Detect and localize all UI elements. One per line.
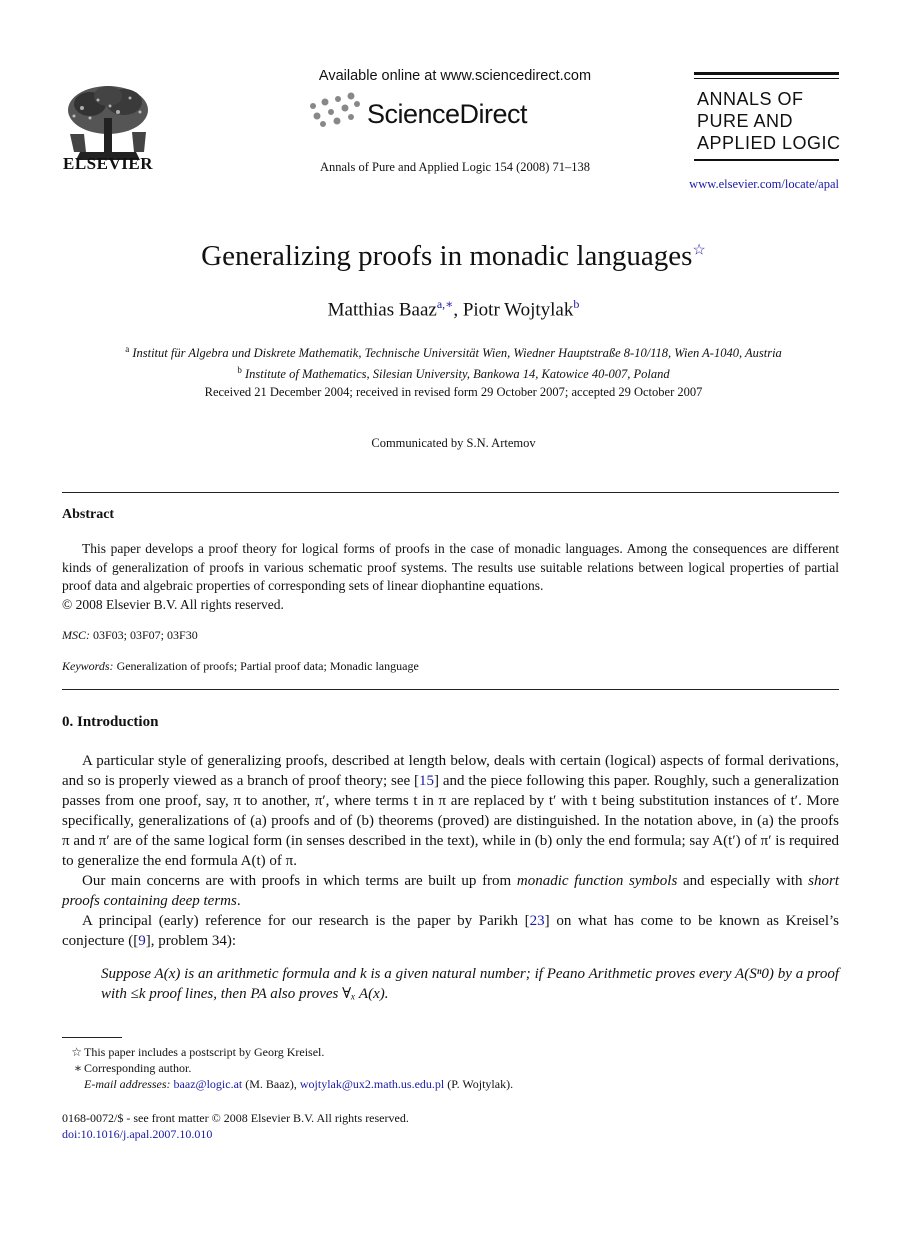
journal-reference: Annals of Pure and Applied Logic 154 (2008) 71–138 [319,160,591,174]
paragraph: Our main concerns are with proofs in which terms are built up from monadic function symbols and especially with short proofs containing deep terms. [62,873,840,909]
sciencedirect-wordmark: ScienceDirect [367,99,528,129]
footnotes [62,1044,839,1092]
affiliations [0,341,907,383]
author-name: Piotr Wojtylak [462,299,574,321]
kreisel-conjecture-quote: Suppose A(x) is an arithmetic formula and k is a given natural number; if Peano Arithmetic proves every A(Sⁿ0) by a proof with ≤k proof lines, then PA also proves ∀ₓ A(x). [101,966,839,1002]
paper-title [0,240,907,273]
publisher-name: ELSEVIER [63,154,153,173]
msc-value: 03F03; 03F07; 03F30 [93,628,198,642]
affiliation-text: Institut für Algebra und Diskrete Mathematik, Technische Universität Wien, Wiedner Hauptstraße 8-10/118, Wien A-1040, Austria [132,346,782,361]
msc-label: MSC: [62,628,90,642]
issn-line: 0168-0072/$ - see front matter © 2008 Elsevier B.V. All rights reserved. [62,1111,409,1125]
title-footnote-mark[interactable]: ☆ [692,242,706,259]
keywords [62,659,419,674]
paragraph: A principal (early) reference for our research is the paper by Parikh [23] on what has come to be known as Kreisel’s conjecture ([9], problem 34): [62,913,839,949]
available-online-text: Available online at www.sciencedirect.com [318,68,592,84]
author-name: Matthias Baaz [327,299,437,321]
author-affiliation-mark[interactable]: b [573,297,580,311]
affiliation [0,362,907,383]
author-separator: , [453,299,463,321]
author-list [0,297,907,321]
journal-title-line: APPLIED LOGIC [697,133,841,153]
email-link[interactable]: baaz@logic.at [173,1077,243,1091]
journal-title-line: ANNALS OF [697,89,804,109]
divider [62,689,839,690]
journal-title-rule [694,72,839,75]
journal-title-rule [694,78,839,79]
communicated-by: Communicated by S.N. Artemov [371,436,536,450]
affiliation-text: Institute of Mathematics, Silesian University, Bankowa 14, Katowice 40-007, Poland [245,367,670,382]
front-matter [62,1110,409,1142]
footnote: ∗ Corresponding author. [73,1061,192,1075]
abstract-copyright: © 2008 Elsevier B.V. All rights reserved. [62,596,284,612]
footnote-rule [62,1037,122,1038]
affiliation [0,341,907,362]
received-dates: Received 21 December 2004; received in revised form 29 October 2007; accepted 29 October 2007 [204,385,703,399]
footnote: ☆ This paper includes a postscript by Georg Kreisel. [71,1045,325,1059]
abstract-body [62,540,839,614]
paper-title-text: Generalizing proofs in monadic languages [201,240,693,272]
msc-codes [62,628,198,643]
footnote-emails: E-mail addresses: baaz@logic.at (M. Baaz), wojtylak@ux2.math.us.edu.pl (P. Wojtylak). [84,1077,514,1091]
journal-url-link[interactable]: www.elsevier.com/locate/apal [689,177,839,191]
author-affiliation-mark[interactable]: a,∗ [436,297,454,311]
affiliation-mark: a [125,344,130,354]
divider [62,492,839,493]
keywords-label: Keywords: [62,659,114,673]
keywords-value: Generalization of proofs; Partial proof data; Monadic language [116,659,419,673]
abstract-text: This paper develops a proof theory for logical forms of proofs in the case of monadic languages. Among the consequences are different kinds of generalization of proofs in various schematic proof systems. The results use suitable relations between logical properties of partial proof data and algebraic properties of corresponding sets of linear diophantine equations. [62,541,839,593]
journal-title-rule [694,159,839,161]
journal-title-line: PURE AND [697,111,794,131]
section-heading: 0. Introduction [62,714,159,730]
paragraph: A particular style of generalizing proofs, described at length below, deals with certain (logical) aspects of formal derivations, and so is properly viewed as a branch of proof theory; see [15] and the piece following this paper. Roughly, such a generalization passes from one proof, say, π to another, π′, where terms t in π are replaced by t′ with t being substitution instances of t′. More specifically, generalizations of (a) proofs and of (b) theorems (proved) are distinguished. In the notation above, in (a) the proofs π and π′ are of the same logical form (in senses described in the text), while in (b) only the end formula; say A(t′) of π′ is required to generalize the end formula A(t) of π. [62,753,839,869]
abstract-heading: Abstract [62,507,115,522]
citation-link[interactable]: 15 [419,773,435,789]
intro-body [62,751,839,951]
citation-link[interactable]: 9 [138,933,146,949]
citation-link[interactable]: 23 [529,913,545,929]
journal-title [697,88,847,154]
affiliation-mark: b [237,365,242,376]
email-link[interactable]: wojtylak@ux2.math.us.edu.pl [299,1077,445,1091]
doi-link[interactable]: doi:10.1016/j.apal.2007.10.010 [62,1127,213,1141]
